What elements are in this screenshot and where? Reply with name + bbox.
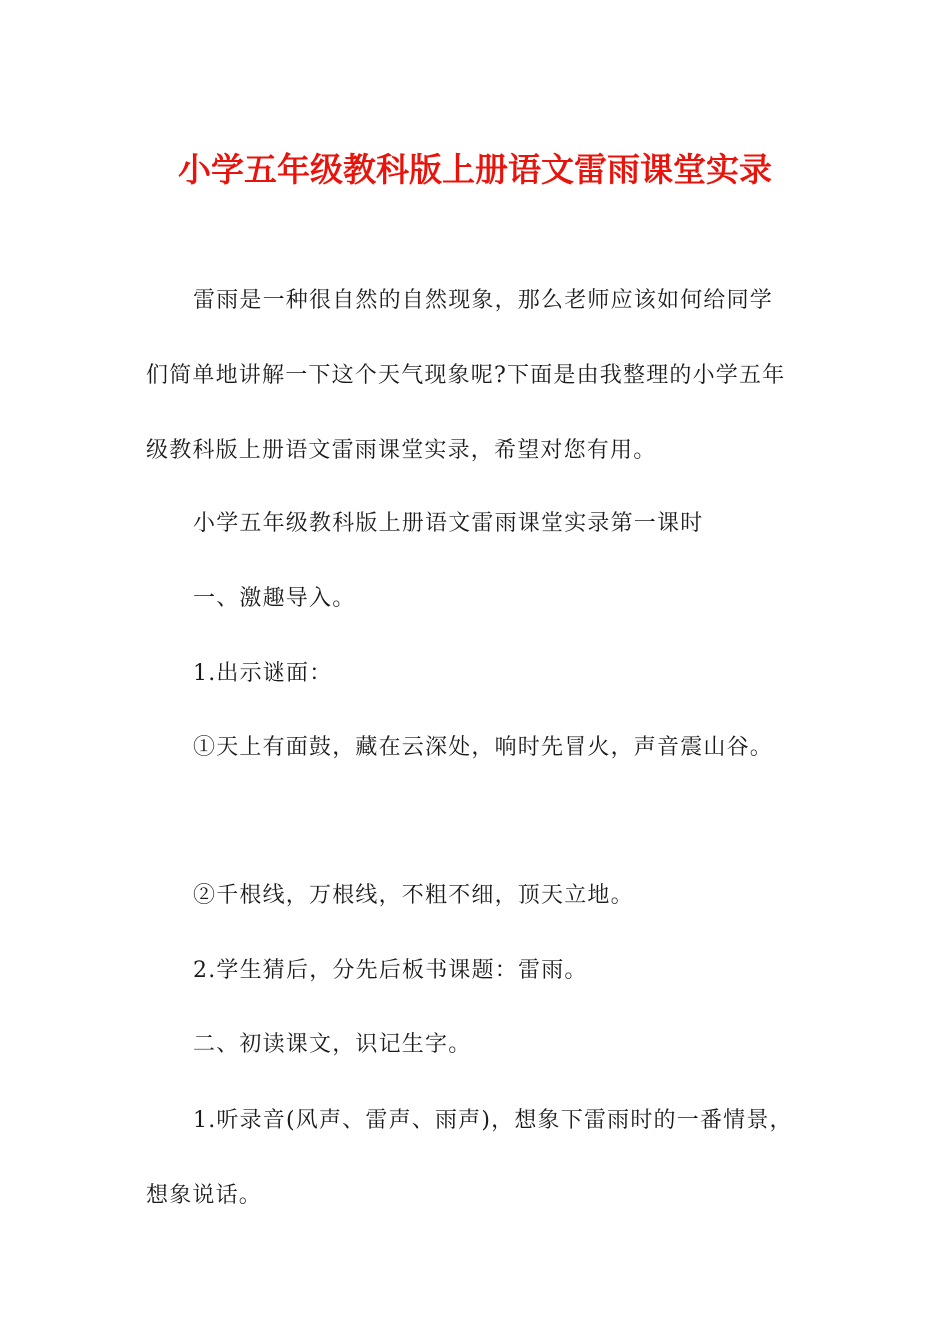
paragraph-line: 雷雨是一种很自然的自然现象，那么老师应该如何给同学: [193, 288, 774, 313]
riddle-item: ②千根线，万根线，不粗不细，顶天立地。: [193, 883, 634, 908]
paragraph-line: 们简单地讲解一下这个天气现象呢?下面是由我整理的小学五年: [146, 363, 786, 388]
section-heading: 小学五年级教科版上册语文雷雨课堂实录第一课时: [193, 511, 704, 536]
paragraph-line: 想象说话。: [146, 1183, 263, 1208]
section-heading: 二、初读课文，识记生字。: [193, 1032, 472, 1057]
list-item: 1.听录音(风声、雷声、雨声)，想象下雷雨时的一番情景，: [193, 1108, 793, 1133]
paragraph-line: 级教科版上册语文雷雨课堂实录，希望对您有用。: [146, 438, 657, 463]
list-item: 1.出示谜面：: [193, 661, 333, 686]
list-item: 2.学生猜后，分先后板书课题：雷雨。: [193, 958, 588, 983]
riddle-item: ①天上有面鼓，藏在云深处，响时先冒火，声音震山谷。: [193, 735, 774, 760]
document-title: 小学五年级教科版上册语文雷雨课堂实录: [178, 150, 772, 189]
section-heading: 一、激趣导入。: [193, 586, 356, 611]
